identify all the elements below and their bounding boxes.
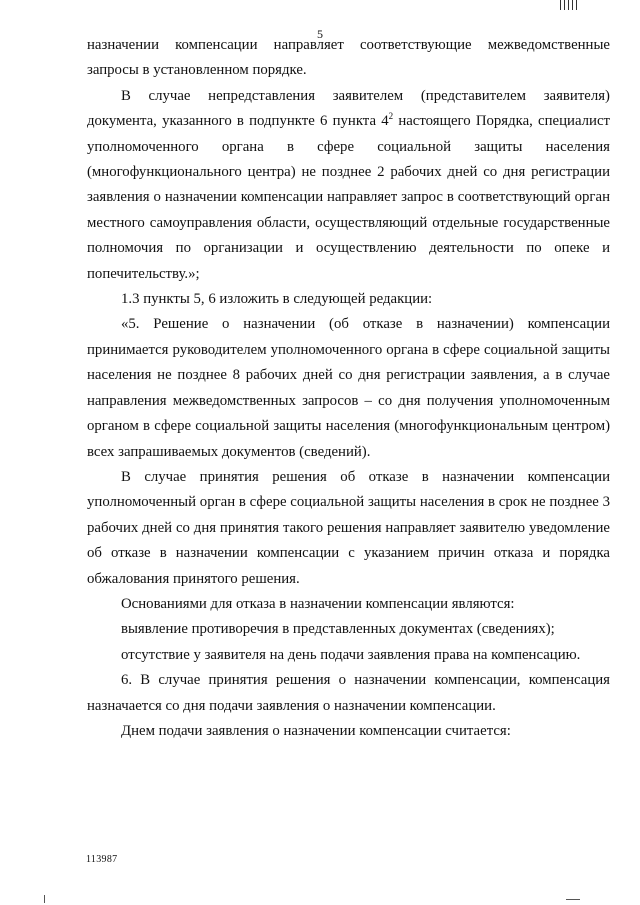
document-code: 113987 [86,854,118,865]
scan-corner-mark [560,0,582,10]
paragraph-10: Днем подачи заявления о назначении компенсации считается: [121,722,511,739]
paragraph-9: 6. В случае принятия решения о назначении компенсации, компенсация назначается со дня подачи заявления о назначении компенсации. [87,672,610,714]
document-body [87,33,610,744]
paragraph-8: отсутствие у заявителя на день подачи заявления права на компенсацию. [121,646,581,663]
page-number: 5 [317,27,323,41]
paragraph-6: Основаниями для отказа в назначении компенсации являются: [121,595,515,612]
scan-side-mark [44,895,45,903]
paragraph-7: выявление противоречия в представленных документах (сведениях); [121,621,555,638]
paragraph-1: назначении компенсации направляет соответствующие межведомственные запросы в установленном порядке. [87,37,610,79]
scan-bottom-mark [566,899,580,900]
paragraph-4: «5. Решение о назначении (об отказе в назначении) компенсации принимается руководителем уполномоченного органа в сфере социальной защиты населения не позднее 8 рабочих дней со дня регистрации заявления, а в случае направления межведомственных запросов – со дня получения уполномоченным органом в сфере социальной защиты населения (многофункциональным центром) всех запрашиваемых документов (сведений). [87,316,610,460]
paragraph-5: В случае принятия решения об отказе в назначении компенсации уполномоченный орган в сфере социальной защиты населения в срок не позднее 3 рабочих дней со дня принятия такого решения направляет заявителю уведомление об отказе в назначении компенсации с указанием причин отказа и порядка обжалования принятого решения. [87,468,610,587]
superscript-2: 2 [388,111,394,122]
paragraph-3: 1.3 пункты 5, 6 изложить в следующей редакции: [121,291,433,308]
paragraph-2 [87,84,610,287]
paragraph-2-text-before: В случае непредставления заявителем (представителем заявителя) документа, указанного в подпункте 6 пункта 4 [87,87,610,130]
paragraph-2-text-after: настоящего Порядка, специалист уполномоченного органа в сфере социальной защиты населения (многофункционального центра) не позднее 2 рабочих дней со дня регистрации заявления о назначении компенсации направляет запрос в соответствующий орган местного самоуправления области, осуществляющий отдельные государственные полномочия по организации и осуществлению деятельности по опеке и попечительству.»; [87,113,610,282]
